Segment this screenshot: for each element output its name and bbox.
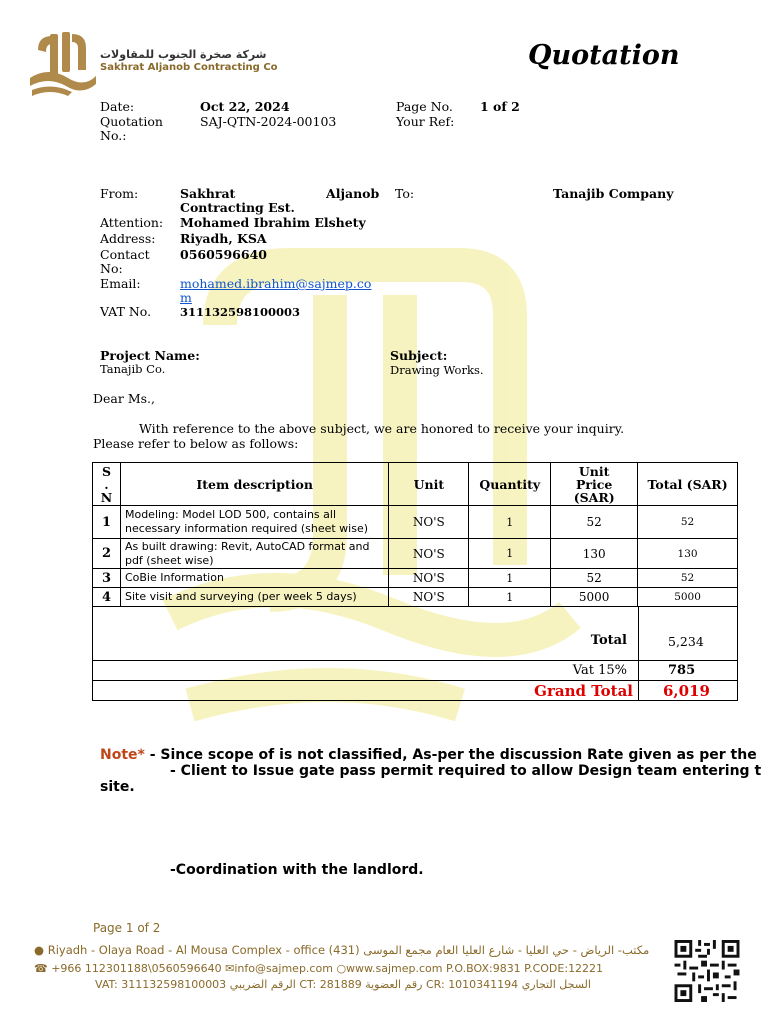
- row-unit-price: 5000: [551, 588, 638, 607]
- from-label: From:: [100, 186, 139, 201]
- grand-total-value: 6,019: [663, 682, 710, 700]
- footer-vat-ar: الرقم الضريبي: [229, 978, 296, 991]
- vat-label: VAT No.: [100, 304, 152, 319]
- email-label: Email:: [100, 276, 141, 291]
- note-label: Note*: [100, 747, 145, 763]
- qr-code-icon: [674, 940, 740, 1002]
- header-quantity: Quantity: [469, 463, 551, 506]
- salutation: Dear Ms.,: [93, 391, 155, 406]
- row-description: As built drawing: Revit, AutoCAD format and pdf (sheet wise): [120, 539, 388, 569]
- table-header-row: [93, 463, 738, 506]
- email-link-cont[interactable]: m: [180, 290, 192, 305]
- row-total: 52: [638, 506, 738, 539]
- row-sn: 2: [93, 539, 121, 569]
- row-quantity: 1: [469, 506, 551, 539]
- row-quantity: 1: [469, 539, 551, 569]
- footer-contact-line: [34, 962, 603, 975]
- total-label: Total: [590, 633, 627, 648]
- address-value: Riyadh, KSA: [180, 231, 267, 246]
- header-unit: Unit: [389, 463, 469, 506]
- project-name-value: Tanajib Co.: [100, 362, 166, 376]
- grand-total-label: Grand Total: [534, 682, 633, 700]
- header-total: Total (SAR): [638, 463, 738, 506]
- footer-pobox: P.O.BOX:9831 P.CODE:12221: [446, 962, 604, 975]
- footer-phone: +966 112301188\0560596640: [51, 962, 222, 975]
- note-line-1: Note* - Since scope of is not classified, As-per the discussion Rate given as per the: [100, 747, 757, 763]
- row-unit-price: 52: [551, 569, 638, 588]
- subject-value: Drawing Works.: [390, 363, 484, 377]
- location-pin-icon: ●: [34, 943, 45, 957]
- header-sn: S . N: [93, 463, 121, 506]
- row-sn: 1: [93, 506, 121, 539]
- footer-address-en: Riyadh - Olaya Road - Al Mousa Complex - office (431): [47, 943, 360, 957]
- row-sn: 4: [93, 588, 121, 607]
- company-name-english: Sakhrat Aljanob Contracting Co: [100, 62, 278, 73]
- quotation-number: SAJ-QTN-2024-00103: [200, 114, 337, 129]
- items-table: [92, 462, 738, 607]
- page-no-value: 1 of 2: [480, 99, 520, 114]
- row-unit: NO'S: [389, 588, 469, 607]
- quotation-label-cont: No.:: [100, 128, 127, 143]
- row-quantity: 1: [469, 588, 551, 607]
- row-total: 5000: [638, 588, 738, 607]
- table-row: [93, 569, 738, 588]
- project-name-label: Project Name:: [100, 348, 200, 363]
- row-unit-price: 130: [551, 539, 638, 569]
- company-name-arabic: شركة صخرة الجنوب للمقاولات: [100, 48, 267, 61]
- header-description: Item description: [120, 463, 388, 506]
- footer-registration-line: [95, 978, 591, 991]
- to-label: To:: [395, 186, 415, 201]
- note-line-3: site.: [100, 779, 135, 795]
- contact-label: Contact: [100, 247, 150, 262]
- table-row: [93, 588, 738, 607]
- row-unit: NO'S: [389, 506, 469, 539]
- subject-label: Subject:: [390, 348, 448, 363]
- your-ref-label: Your Ref:: [396, 114, 455, 129]
- letter-line-1: With reference to the above subject, we are honored to receive your inquiry.: [139, 421, 625, 436]
- note-line-2: - Client to Issue gate pass permit required to allow Design team entering t: [170, 763, 762, 779]
- quotation-label: Quotation: [100, 114, 163, 129]
- email-icon: ✉: [225, 962, 235, 975]
- vat-total-value: 785: [668, 663, 696, 678]
- row-description: Modeling: Model LOD 500, contains all necessary information required (sheet wise): [120, 506, 388, 539]
- email-link[interactable]: mohamed.ibrahim@sajmep.co: [180, 276, 372, 291]
- footer-vat: VAT: 311132598100003: [95, 978, 227, 991]
- to-value: Tanajib Company: [553, 186, 674, 201]
- vat-total-label: Vat 15%: [572, 663, 627, 678]
- note-line-4: -Coordination with the landlord.: [170, 862, 424, 878]
- header-unit-price: Unit Price (SAR): [551, 463, 638, 506]
- document-title: Quotation: [528, 40, 680, 71]
- from-name: Sakhrat: [180, 186, 236, 201]
- page-indicator: Page 1 of 2: [93, 921, 161, 935]
- from-name-part3: Contracting Est.: [180, 200, 295, 215]
- from-name-part2: Aljanob: [326, 186, 380, 201]
- footer-ct: CT: 281889: [299, 978, 362, 991]
- footer-website[interactable]: www.sajmep.com: [346, 962, 443, 975]
- row-unit: NO'S: [389, 569, 469, 588]
- grand-total-row: [92, 680, 738, 701]
- row-total: 52: [638, 569, 738, 588]
- footer-cr-ar: السجل التجاري: [521, 978, 591, 991]
- phone-icon: ☎: [34, 962, 48, 975]
- table-row: [93, 506, 738, 539]
- company-logo-icon: [28, 30, 98, 96]
- contact-label-cont: No:: [100, 261, 123, 276]
- footer-address-ar: مكتب- الرياض - حي العليا - شارع العليا العام مجمع الموسى: [363, 943, 650, 957]
- footer-ct-ar: رقم العضوية: [365, 978, 423, 991]
- address-label: Address:: [100, 231, 156, 246]
- row-quantity: 1: [469, 569, 551, 588]
- row-description: CoBie Information: [120, 569, 388, 588]
- letter-line-2: Please refer to below as follows:: [93, 436, 299, 451]
- vat-value: 311132598100003: [180, 305, 301, 319]
- row-total: 130: [638, 539, 738, 569]
- footer-email[interactable]: info@sajmep.com: [234, 962, 333, 975]
- row-sn: 3: [93, 569, 121, 588]
- row-unit: NO'S: [389, 539, 469, 569]
- contact-value: 0560596640: [180, 247, 267, 262]
- attention-value: Mohamed Ibrahim Elshety: [180, 215, 366, 230]
- footer-cr: CR: 1010341194: [426, 978, 519, 991]
- row-description: Site visit and surveying (per week 5 days): [120, 588, 388, 607]
- row-unit-price: 52: [551, 506, 638, 539]
- footer-address-line: [34, 943, 649, 957]
- table-row: [93, 539, 738, 569]
- total-row: [92, 606, 738, 661]
- page-no-label: Page No.: [396, 99, 453, 114]
- vat-row: [92, 660, 738, 681]
- attention-label: Attention:: [100, 215, 164, 230]
- date-value: Oct 22, 2024: [200, 99, 290, 114]
- total-value: 5,234: [668, 634, 704, 649]
- web-icon: ○: [336, 962, 347, 975]
- date-label: Date:: [100, 99, 135, 114]
